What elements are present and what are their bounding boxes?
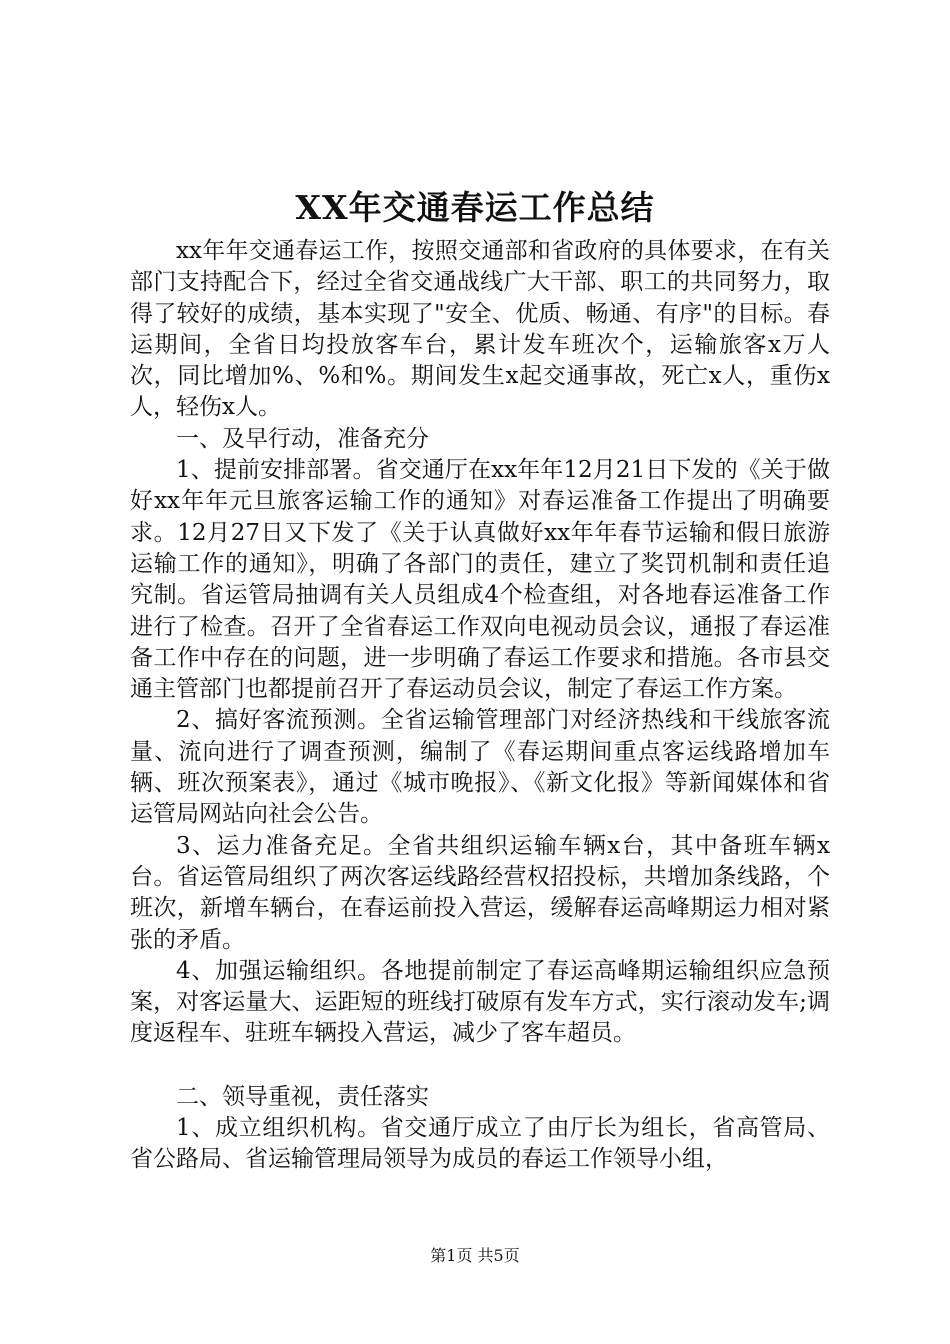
body-paragraph: 2、搞好客流预测。全省运输管理部门对经济热线和干线旅客流量、流向进行了调查预测，编制了《春运期间重点客运线路增加车辆、班次预案表》，通过《城市晚报》、《新文化报》等新闻媒体和省运管局网站向社会公告。 xyxy=(130,707,830,828)
body-paragraph: 1、成立组织机构。省交通厅成立了由厅长为组长，省高管局、省公路局、省运输管理局领导为成员的春运工作领导小组， xyxy=(130,1115,830,1173)
document-title: XX年交通春运工作总结 xyxy=(295,188,655,227)
body-paragraph: 4、加强运输组织。各地提前制定了春运高峰期运输组织应急预案，对客运量大、运距短的班线打破原有发车方式，实行滚动发车;调度返程车、驻班车辆投入营运，减少了客车超员。 xyxy=(130,957,830,1047)
body-paragraph: 1、提前安排部署。省交通厅在xx年年12月21日下发的《关于做好xx年年元旦旅客运输工作的通知》对春运准备工作提出了明确要求。12月27日又下发了《关于认真做好xx年年春节运输和假日旅游运输工作的通知》，明确了各部门的责任，建立了奖罚机制和责任追究制。省运管局抽调有关人员组成4个检查组，对各地春运准备工作进行了检查。召开了全省春运工作双向电视动员会议，通报了春运准备工作中存在的问题，进一步明确了春运工作要求和措施。各市县交通主管部门也都提前召开了春运动员会议，制定了春运工作方案。 xyxy=(130,457,830,703)
section-heading-1: 一、及早行动，准备充分 xyxy=(176,425,429,452)
body-paragraph: 3、运力准备充足。全省共组织运输车辆x台，其中备班车辆x台。省运管局组织了两次客运线路经营权招投标，共增加条线路，个班次，新增车辆台，在春运前投入营运，缓解春运高峰期运力相对紧张的矛盾。 xyxy=(130,832,830,953)
section-heading-2: 二、领导重视，责任落实 xyxy=(176,1083,429,1110)
page-footer: 第1页 共5页 xyxy=(430,1246,520,1265)
document-body xyxy=(130,236,830,1176)
intro-paragraph: xx年年交通春运工作，按照交通部和省政府的具体要求，在有关部门支持配合下，经过全省交通战线广大干部、职工的共同努力，取得了较好的成绩，基本实现了"安全、优质、畅通、有序"的目标。春运期间，全省日均投放客车台，累计发车班次个，运输旅客x万人次，同比增加%、%和%。期间发生x起交通事故，死亡x人，重伤x人，轻伤x人。 xyxy=(130,238,830,421)
